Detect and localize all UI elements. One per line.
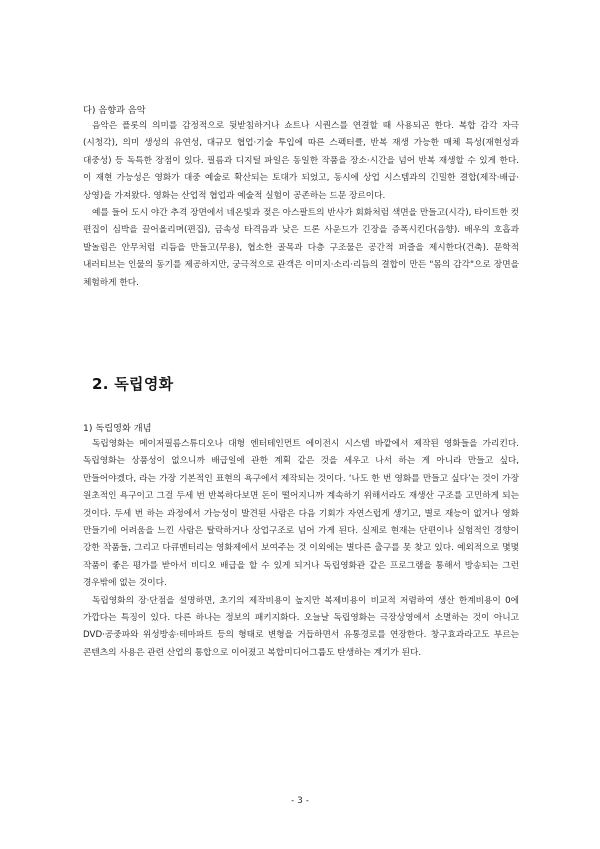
paragraph: 예를 들어 도시 야간 추격 장면에서 네온빛과 젖은 아스팔트의 반사가 회화처럼 색면을 만들고(시각), 타이트한 컷 편집이 심박을 끌어올리며(편집), 금속성 타격음과 낮은 드론 사운드가 긴장을 증폭시킨다(음향). 배우의 호흡과 발놀림은 안무처럼 리듬을 만들고(무용), 협소한 골목과 다층 구조물은 공간적 퍼즐을 제시한다(건축). 문학적 내러티브는 인물의 동기를 제공하지만, 궁극적으로 관객은 이미지·소리·리듬의 결합이 만든 "몸의 감각"으로 장면을 체험하게 한다.: [83, 208, 519, 288]
page-number: - 3 -: [291, 796, 309, 806]
subsection-heading-sound-music: 다) 음향과 음악: [83, 105, 146, 116]
subsection-heading-concept: 1) 독립영화 개념: [83, 423, 152, 434]
paragraph: 독립영화의 장·단점을 설명하면, 초기의 제작비용이 높지만 복제비용이 비교적 저렴하여 생산 한계비용이 0에 가깝다는 특징이 있다. 다른 하나는 정보의 패키지화다. 오늘날 독립영화는 극장상영에서 소멸하는 것이 아니고 DVD·공중파와 위성방송·테마파트 등의 형태로 변형을 거듭하면서 유통경로를 연장한다. 창구효과라고도 부르는 콘텐츠의 사용은 관련 산업의 통합으로 이어졌고 복합미디어그룹도 탄생하는 계기가 된다.: [83, 595, 519, 658]
paragraph: 음악은 플롯의 의미를 감정적으로 뒷받침하거나 쇼트나 시퀀스를 연결할 때 사용되곤 한다. 복합 감각 자극(시청각), 의미 생성의 유연성, 대규모 협업·기술 투입에 따른 스펙터클, 반복 재생 가능한 매체 특성(재현성과 대중성) 등 독특한 장점이 있다. 필름과 디지털 파일은 동일한 작품을 장소·시간을 넘어 반복 재생할 수 있게 한다. 이 재현 가능성은 영화가 대중 예술로 확산되는 토대가 되었고, 동시에 상업 시스템과의 긴밀한 결합(제작·배급·상영)을 가져왔다. 영화는 산업적 협업과 예술적 실험이 공존하는 드문 장르이다.: [83, 121, 519, 201]
paragraph: 독립영화는 메이저필름스튜디오나 대형 엔터테인먼트 에이전시 시스템 바깥에서 제작된 영화들을 가리킨다. 독립영화는 상품성이 없으니까 배급일에 관한 계획 같은 것을 세우고 나서 하는 게 아니라 만들고 싶다, 만들어야겠다, 라는 가장 기본적인 표현의 욕구에서 제작되는 것이다. ‘나도 한 번 영화를 만들고 싶다’는 것이 가장 원초적인 욕구이고 그걸 두세 번 반복하다보면 돈이 떨어지니까 계속하기 위해서라도 재생산 구조를 고민하게 되는 것이다. 두세 번 하는 과정에서 가능성이 발견된 사람은 다음 기회가 자연스럽게 생기고, 별로 재능이 없거나 영화 만들기에 어려움을 느낀 사람은 탈락하거나 상업구조로 넘어 가게 된다. 실제로 현재는 단편이나 실험적인 경향이 강한 작품들, 그리고 다큐멘터리는 영화제에서 보여주는 것 이외에는 별다른 출구를 못 찾고 있다. 예외적으로 몇몇 작품이 좋은 평가를 받아서 비디오 배급을 할 수 있게 되거나 독립영화관 같은 프로그램을 통해서 방송되는 그런 경우밖에 없는 것이다.: [83, 439, 519, 589]
section-title-independent-film: 2. 독립영화: [92, 375, 174, 393]
section-sound-music: [83, 103, 519, 292]
section-independent-film: [83, 421, 519, 662]
